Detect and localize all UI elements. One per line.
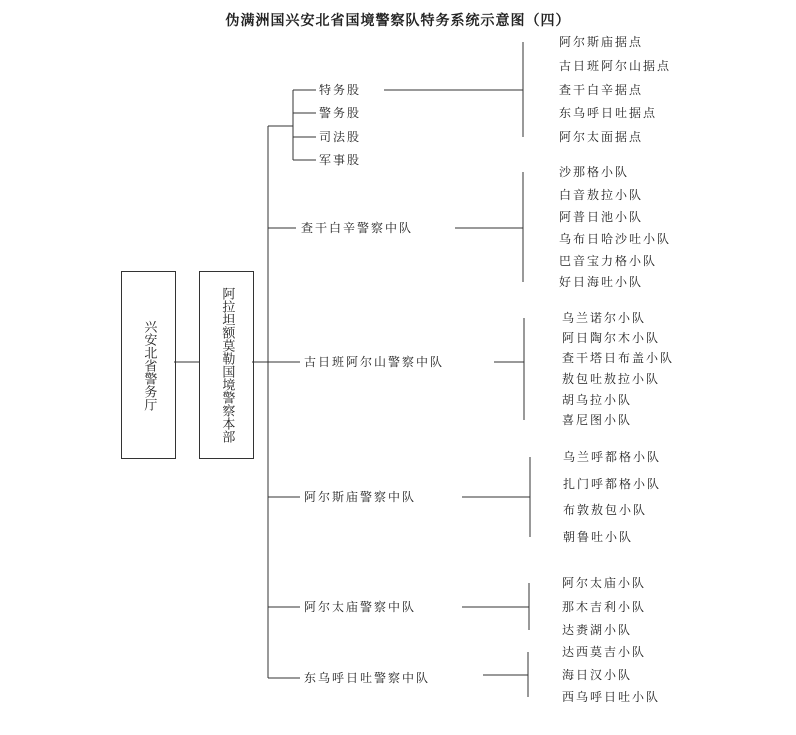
stronghold-item: 查干白辛据点 bbox=[559, 83, 644, 97]
platoon-item: 西乌呼日吐小队 bbox=[562, 690, 661, 704]
platoon-item: 沙那格小队 bbox=[559, 165, 630, 179]
hq-box-border-police-headquarters: 阿拉坦额莫勒国境警察本部 bbox=[199, 271, 254, 459]
platoon-item: 阿普日池小队 bbox=[559, 210, 644, 224]
platoon-item: 阿日陶尔木小队 bbox=[562, 331, 661, 345]
squadron-label: 阿尔斯庙警察中队 bbox=[304, 490, 417, 504]
squadron-label: 阿尔太庙警察中队 bbox=[304, 600, 417, 614]
stronghold-item: 古日班阿尔山据点 bbox=[559, 59, 672, 73]
squadron-label: 东乌呼日吐警察中队 bbox=[304, 671, 431, 685]
platoon-item: 达西莫吉小队 bbox=[562, 645, 647, 659]
stronghold-item: 阿尔斯庙据点 bbox=[559, 35, 644, 49]
branch-label-judicial: 司法股 bbox=[319, 130, 362, 144]
squadron-label: 查干白辛警察中队 bbox=[301, 221, 414, 235]
platoon-item: 扎门呼都格小队 bbox=[563, 477, 662, 491]
platoon-item: 乌兰诺尔小队 bbox=[562, 311, 647, 325]
platoon-item: 达赉湖小队 bbox=[562, 623, 633, 637]
platoon-item: 朝鲁吐小队 bbox=[563, 530, 634, 544]
platoon-item: 那木吉利小队 bbox=[562, 600, 647, 614]
platoon-item: 白音敖拉小队 bbox=[559, 188, 644, 202]
platoon-item: 巴音宝力格小队 bbox=[559, 254, 658, 268]
squadron-label: 古日班阿尔山警察中队 bbox=[304, 355, 445, 369]
stronghold-item: 东乌呼日吐据点 bbox=[559, 106, 658, 120]
platoon-item: 胡乌拉小队 bbox=[562, 393, 633, 407]
platoon-item: 乌布日哈沙吐小队 bbox=[559, 232, 672, 246]
platoon-item: 喜尼图小队 bbox=[562, 413, 633, 427]
platoon-item: 海日汉小队 bbox=[562, 668, 633, 682]
branch-label-special-affairs: 特务股 bbox=[319, 83, 362, 97]
platoon-item: 布敦敖包小队 bbox=[563, 503, 648, 517]
platoon-item: 敖包吐敖拉小队 bbox=[562, 372, 661, 386]
platoon-item: 乌兰呼都格小队 bbox=[563, 450, 662, 464]
platoon-item: 查干塔日布盖小队 bbox=[562, 351, 675, 365]
root-box-security-department: 兴安北省警务厅 bbox=[121, 271, 176, 459]
branch-label-military: 军事股 bbox=[319, 153, 362, 167]
platoon-item: 好日海吐小队 bbox=[559, 275, 644, 289]
branch-label-police-affairs: 警务股 bbox=[319, 106, 362, 120]
diagram-title: 伪满洲国兴安北省国境警察队特务系统示意图（四） bbox=[225, 13, 571, 29]
stronghold-item: 阿尔太面据点 bbox=[559, 130, 644, 144]
platoon-item: 阿尔太庙小队 bbox=[562, 576, 647, 590]
